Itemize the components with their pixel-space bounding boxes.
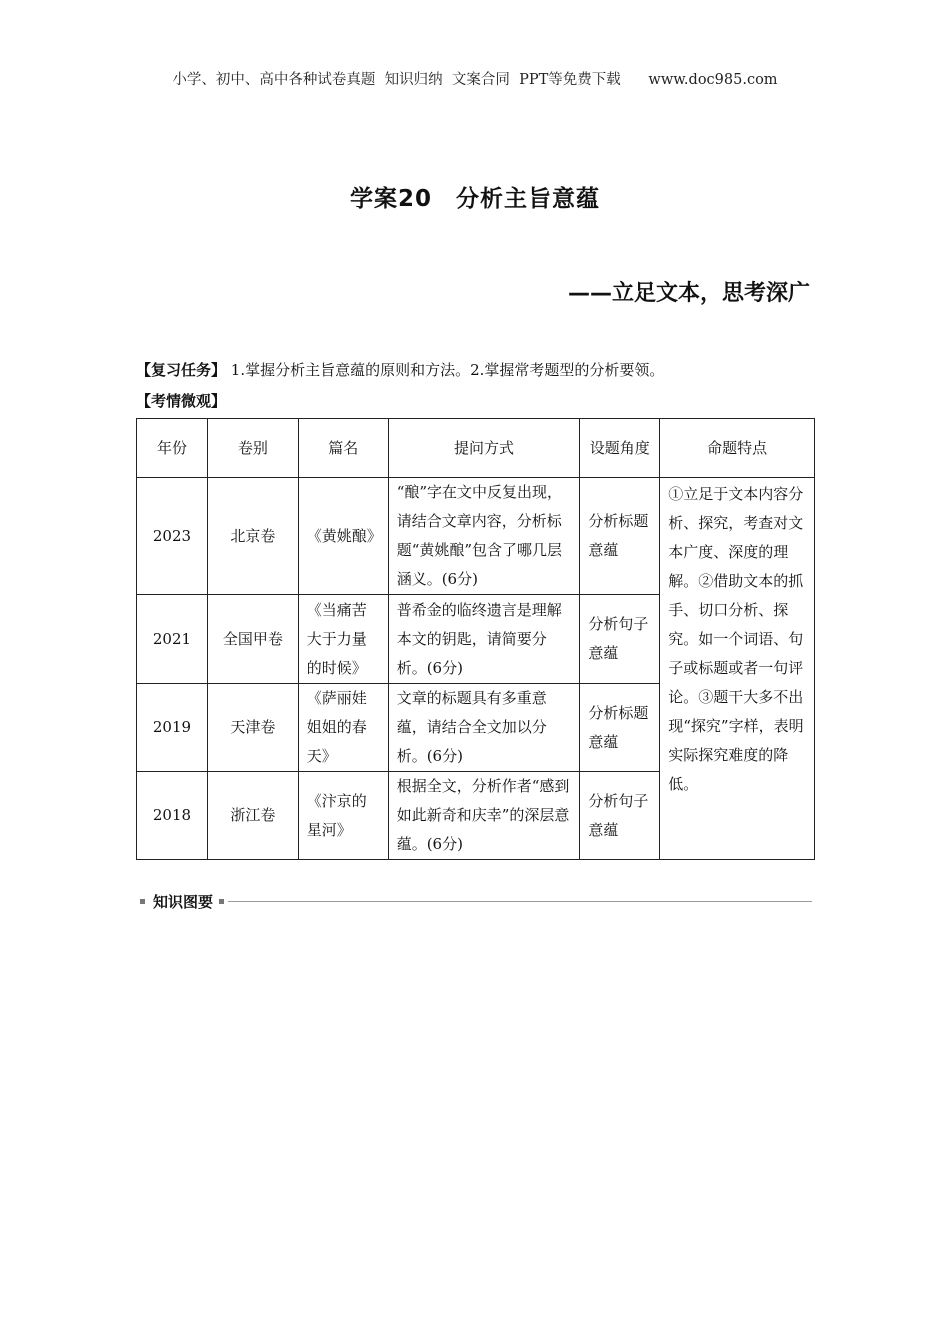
exam-table bbox=[136, 418, 815, 860]
page-header: 小学、初中、高中各种试卷真题 知识归纳 文案合同 PPT等免费下载 www.doc985.com bbox=[172, 72, 778, 88]
page-title: 学案20 分析主旨意蕴 bbox=[349, 186, 600, 212]
exam-overview-label: 【考情微观】 bbox=[136, 392, 227, 410]
cell-question: 根据全文，分析作者“感到如此新奇和庆幸”的深层意蕴。(6分) bbox=[388, 772, 580, 860]
review-task bbox=[136, 358, 816, 382]
section-divider bbox=[228, 901, 812, 902]
cell-year: 2021 bbox=[137, 595, 208, 684]
table-header-row bbox=[137, 419, 815, 478]
cell-question: 普希金的临终遗言是理解本文的钥匙，请简要分析。(6分) bbox=[388, 595, 580, 684]
header-features: 命题特点 bbox=[660, 419, 815, 478]
cell-paper: 浙江卷 bbox=[207, 772, 298, 860]
cell-paper: 全国甲卷 bbox=[207, 595, 298, 684]
header-angle: 设题角度 bbox=[580, 419, 660, 478]
cell-title: 《萨丽娃姐姐的春天》 bbox=[298, 684, 388, 772]
header-year: 年份 bbox=[137, 419, 208, 478]
cell-title: 《黄姚酿》 bbox=[298, 478, 388, 595]
header-title: 篇名 bbox=[298, 419, 388, 478]
cell-year: 2018 bbox=[137, 772, 208, 860]
review-task-text: 1.掌握分析主旨意蕴的原则和方法。2.掌握常考题型的分析要领。 bbox=[226, 361, 665, 379]
knowledge-section-header bbox=[140, 889, 812, 913]
cell-angle: 分析标题意蕴 bbox=[580, 478, 660, 595]
review-task-label: 【复习任务】 bbox=[136, 361, 227, 379]
cell-year: 2019 bbox=[137, 684, 208, 772]
cell-paper: 天津卷 bbox=[207, 684, 298, 772]
cell-angle: 分析句子意蕴 bbox=[580, 772, 660, 860]
square-bullet-icon bbox=[140, 899, 145, 904]
cell-angle: 分析句子意蕴 bbox=[580, 595, 660, 684]
page-subtitle: ——立足文本，思考深广 bbox=[567, 281, 810, 306]
knowledge-section-label: 知识图要 bbox=[153, 892, 214, 911]
cell-question: 文章的标题具有多重意蕴，请结合全文加以分析。(6分) bbox=[388, 684, 580, 772]
cell-paper: 北京卷 bbox=[207, 478, 298, 595]
square-bullet-icon bbox=[219, 899, 224, 904]
header-question: 提问方式 bbox=[388, 419, 580, 478]
cell-title: 《汴京的星河》 bbox=[298, 772, 388, 860]
header-paper: 卷别 bbox=[207, 419, 298, 478]
cell-title: 《当痛苦大于力量的时候》 bbox=[298, 595, 388, 684]
table-row bbox=[137, 478, 815, 595]
cell-question: “酿”字在文中反复出现，请结合文章内容，分析标题“黄姚酿”包含了哪几层涵义。(6分) bbox=[388, 478, 580, 595]
cell-year: 2023 bbox=[137, 478, 208, 595]
cell-features: ①立足于文本内容分析、探究，考查对文本广度、深度的理解。②借助文本的抓手、切口分析、探究。如一个词语、句子或标题或者一句评论。③题干大多不出现“探究”字样，表明实际探究难度的降低。 bbox=[660, 478, 815, 860]
cell-angle: 分析标题意蕴 bbox=[580, 684, 660, 772]
